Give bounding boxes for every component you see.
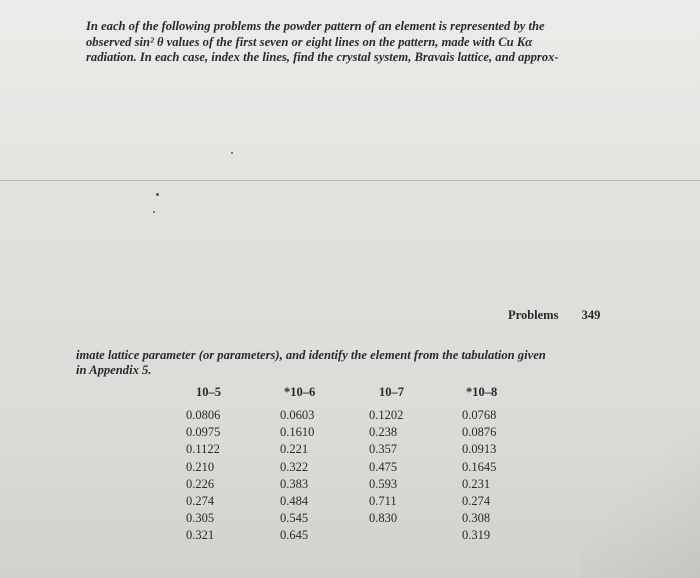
intro-line: In each of the following problems the powder pattern of an element is represented by the — [86, 19, 545, 33]
sin2-value: 0.383 — [280, 476, 309, 491]
page-curl-shadow — [580, 420, 700, 578]
intro-line: observed sin² θ values of the first seven or eight lines on the pattern, made with Cu Kα — [86, 34, 533, 49]
problem-label: *10–8 — [466, 385, 498, 399]
problem-column-10-5 — [186, 385, 256, 545]
sin2-value: 0.0913 — [462, 442, 497, 457]
sin2-value: 0.226 — [186, 476, 215, 491]
sin2-value: 0.319 — [462, 528, 491, 543]
sin2-value: 0.0975 — [186, 425, 221, 440]
sin2-value: 0.830 — [369, 511, 398, 526]
sin2-value: 0.238 — [369, 425, 398, 440]
sin2-value: 0.357 — [369, 442, 398, 457]
sin2-value: 0.231 — [462, 476, 491, 491]
page-header — [508, 308, 600, 323]
sin2-value: 0.210 — [186, 459, 215, 474]
problem-label: *10–6 — [284, 385, 316, 399]
problem-label: 10–5 — [196, 385, 221, 399]
problem-label: 10–7 — [379, 385, 404, 399]
continuation-line: imate lattice parameter (or parameters), and identify the element from the tabulation given — [76, 348, 546, 362]
paper-speck — [231, 152, 233, 154]
sin2-value: 0.274 — [186, 493, 215, 508]
page-number: 349 — [581, 308, 601, 322]
continuation-line: in Appendix 5. — [76, 363, 152, 377]
sin2-value: 0.321 — [186, 528, 215, 543]
intro-line: radiation. In each case, index the lines, find the crystal system, Bravais lattice, and approx- — [86, 50, 559, 64]
sin2-value: 0.1202 — [369, 408, 404, 422]
sin2-value: 0.1122 — [186, 442, 220, 457]
sin2-value: 0.0603 — [280, 408, 315, 422]
problem-column-10-7 — [369, 385, 439, 527]
sin2-value: 0.545 — [280, 511, 309, 526]
sin2-value: 0.0806 — [186, 408, 221, 422]
problem-column-10-6 — [280, 385, 350, 545]
sin2-value: 0.1610 — [280, 425, 315, 440]
sin2-value: 0.0876 — [462, 425, 497, 440]
paper-speck — [156, 193, 159, 196]
paper-speck — [153, 211, 155, 213]
sin2-value: 0.274 — [462, 493, 491, 508]
running-header-title: Problems — [508, 308, 559, 322]
sin2-value: 0.322 — [280, 459, 309, 474]
problem-column-10-8 — [462, 385, 532, 545]
sin2-value: 0.645 — [280, 528, 309, 543]
sin2-value: 0.475 — [369, 459, 398, 474]
sin2-value: 0.308 — [462, 511, 491, 526]
continuation-paragraph — [76, 348, 616, 378]
sin2-value: 0.305 — [186, 511, 215, 526]
sin2-value: 0.1645 — [462, 459, 497, 474]
sin2-value: 0.593 — [369, 476, 398, 491]
intro-paragraph — [86, 19, 606, 66]
sin2-value: 0.0768 — [462, 408, 497, 422]
sin2-value: 0.221 — [280, 442, 309, 457]
sin2-value: 0.711 — [369, 493, 397, 508]
sin2-value: 0.484 — [280, 493, 309, 508]
